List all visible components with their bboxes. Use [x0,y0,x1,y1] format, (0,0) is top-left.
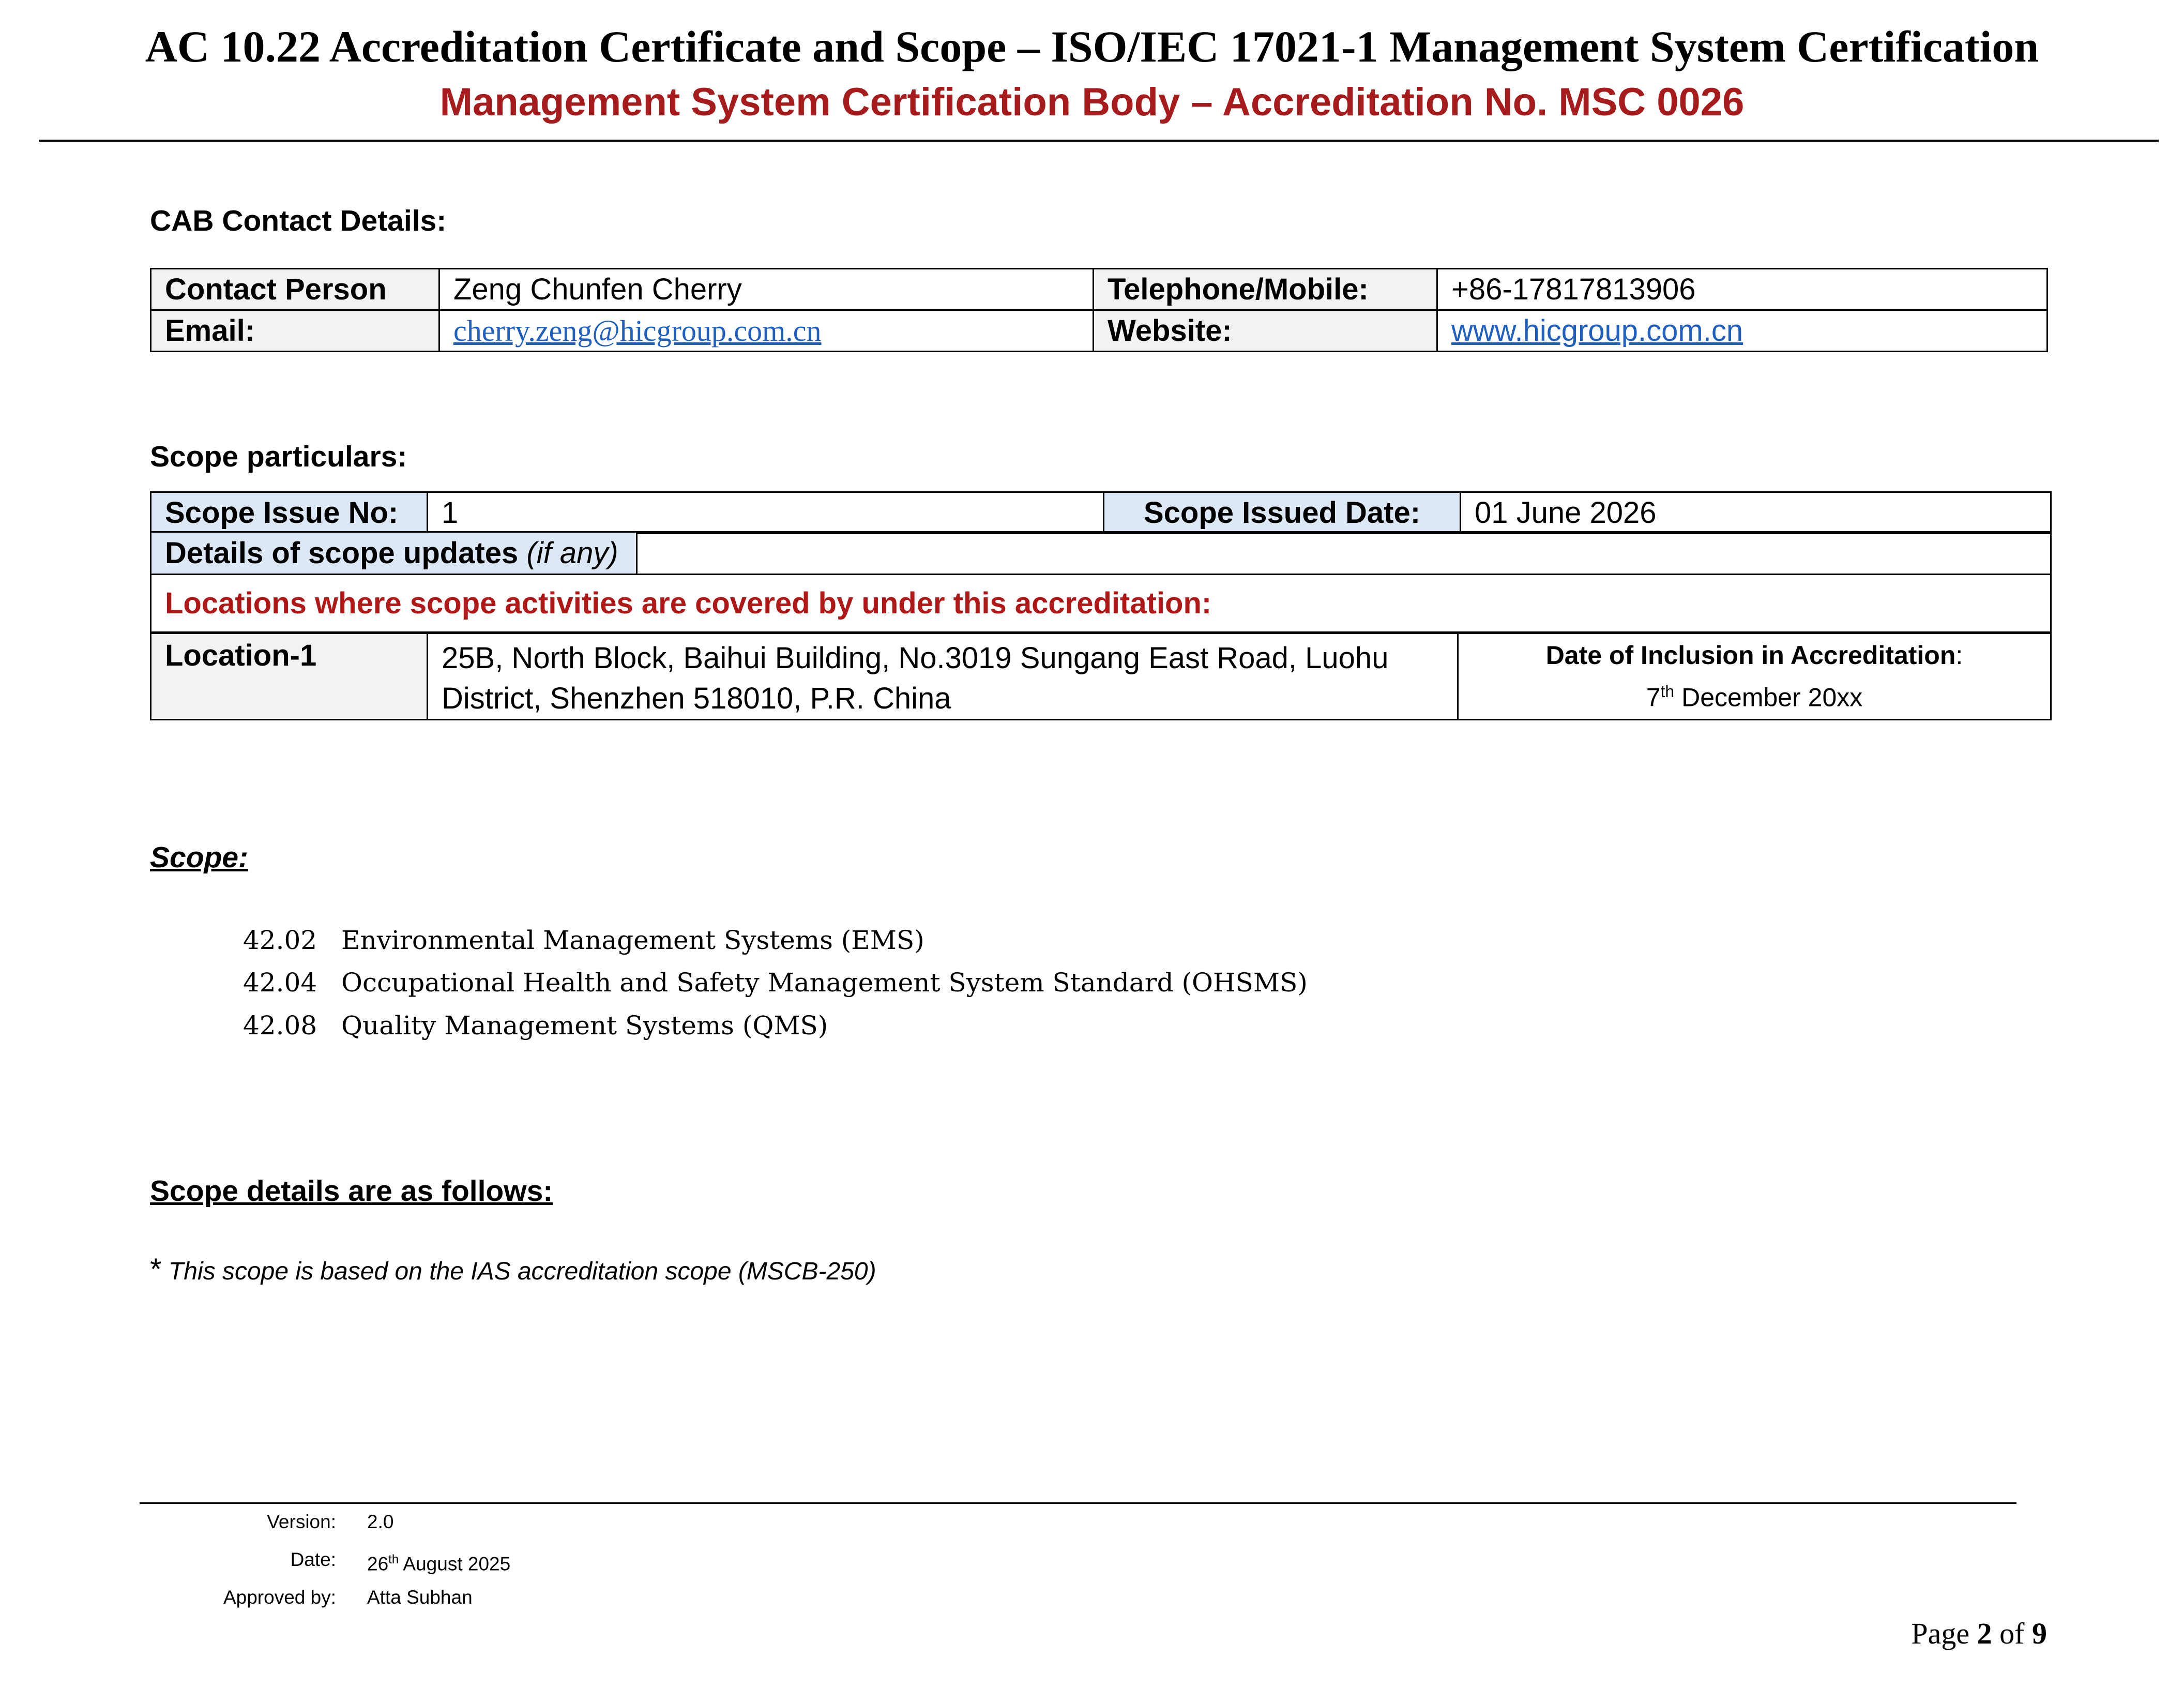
scope-item-code: 42.02 [243,925,317,955]
particulars-table-updates [150,531,2052,633]
scope-note-asterisk: * [150,1253,162,1286]
scope-issue-no-label: Scope Issue No: [151,492,428,534]
page-of: of [1992,1617,2032,1650]
email-cell [439,310,1094,352]
scope-note [150,1254,876,1287]
page-total: 9 [2032,1617,2047,1650]
contact-section-label: CAB Contact Details: [150,204,447,237]
version-label: Version: [267,1511,336,1532]
location-1-label: Location-1 [151,634,428,720]
date-day: 26 [367,1553,389,1575]
location-table [150,632,2052,720]
approved-by-label: Approved by: [223,1587,336,1608]
inclusion-date-suffix: th [1660,682,1675,701]
inclusion-date-colon: : [1955,641,1963,670]
scope-item [243,1010,828,1041]
header-divider [39,140,2159,142]
location-address-line-2: District, Shenzhen 518010, P.R. China [442,682,951,715]
inclusion-date-cell [1458,634,2051,720]
date-rest: August 2025 [399,1553,511,1575]
inclusion-date-label: Date of Inclusion in Accreditation [1545,641,1956,670]
email-label: Email: [151,310,439,352]
inclusion-date-rest: December 20xx [1674,683,1863,712]
scope-updates-label-text: Details of scope updates [165,536,519,570]
website-link[interactable]: www.hicgroup.com.cn [1451,314,1743,348]
page-prefix: Page [1911,1617,1977,1650]
scope-issued-date-label: Scope Issued Date: [1104,492,1461,534]
scope-issued-date-value: 01 June 2026 [1461,492,2051,534]
contact-person-value: Zeng Chunfen Cherry [439,269,1094,310]
scope-item [243,967,1308,998]
scope-updates-value [637,532,2051,575]
date-value [367,1548,510,1576]
particulars-section-label: Scope particulars: [150,440,407,473]
scope-item-text: Environmental Management Systems (EMS) [341,925,924,955]
location-1-address [428,634,1458,720]
scope-item-code: 42.04 [243,968,317,998]
website-cell [1437,310,2048,352]
page-current: 2 [1977,1617,1992,1650]
email-link[interactable]: cherry.zeng@hicgroup.com.cn [453,314,822,348]
scope-updates-label [151,532,637,575]
scope-item-code: 42.08 [243,1011,317,1041]
contact-table [150,268,2048,352]
page-number [1911,1616,2047,1651]
approved-by-value: Atta Subhan [367,1587,473,1608]
date-suffix: th [388,1553,399,1566]
version-value: 2.0 [367,1511,394,1532]
date-label: Date: [290,1549,336,1570]
scope-item-text: Occupational Health and Safety Management System Standard (OHSMS) [341,968,1308,998]
contact-person-label: Contact Person [151,269,439,310]
scope-details-label: Scope details are as follows: [150,1174,553,1208]
scope-issue-no-value: 1 [428,492,1104,534]
footer-divider [140,1502,2016,1504]
document-subtitle: Management System Certification Body – Accreditation No. MSC 0026 [439,80,1745,124]
scope-item [243,925,924,956]
scope-updates-label-italic: (if any) [526,536,618,570]
particulars-table-top [150,491,2052,534]
inclusion-date-day: 7 [1646,683,1661,712]
location-address-line-1: 25B, North Block, Baihui Building, No.3019 Sungang East Road, Luohu [442,641,1389,675]
locations-heading: Locations where scope activities are covered by under this accreditation: [151,575,2051,632]
telephone-value: +86-17817813906 [1437,269,2048,310]
document-title: AC 10.22 Accreditation Certificate and Scope – ISO/IEC 17021-1 Management System Certification [145,22,2039,71]
scope-label: Scope: [150,841,249,874]
website-label: Website: [1094,310,1437,352]
scope-note-text: This scope is based on the IAS accreditation scope (MSCB-250) [168,1258,876,1285]
telephone-label: Telephone/Mobile: [1094,269,1437,310]
scope-item-text: Quality Management Systems (QMS) [341,1011,828,1041]
